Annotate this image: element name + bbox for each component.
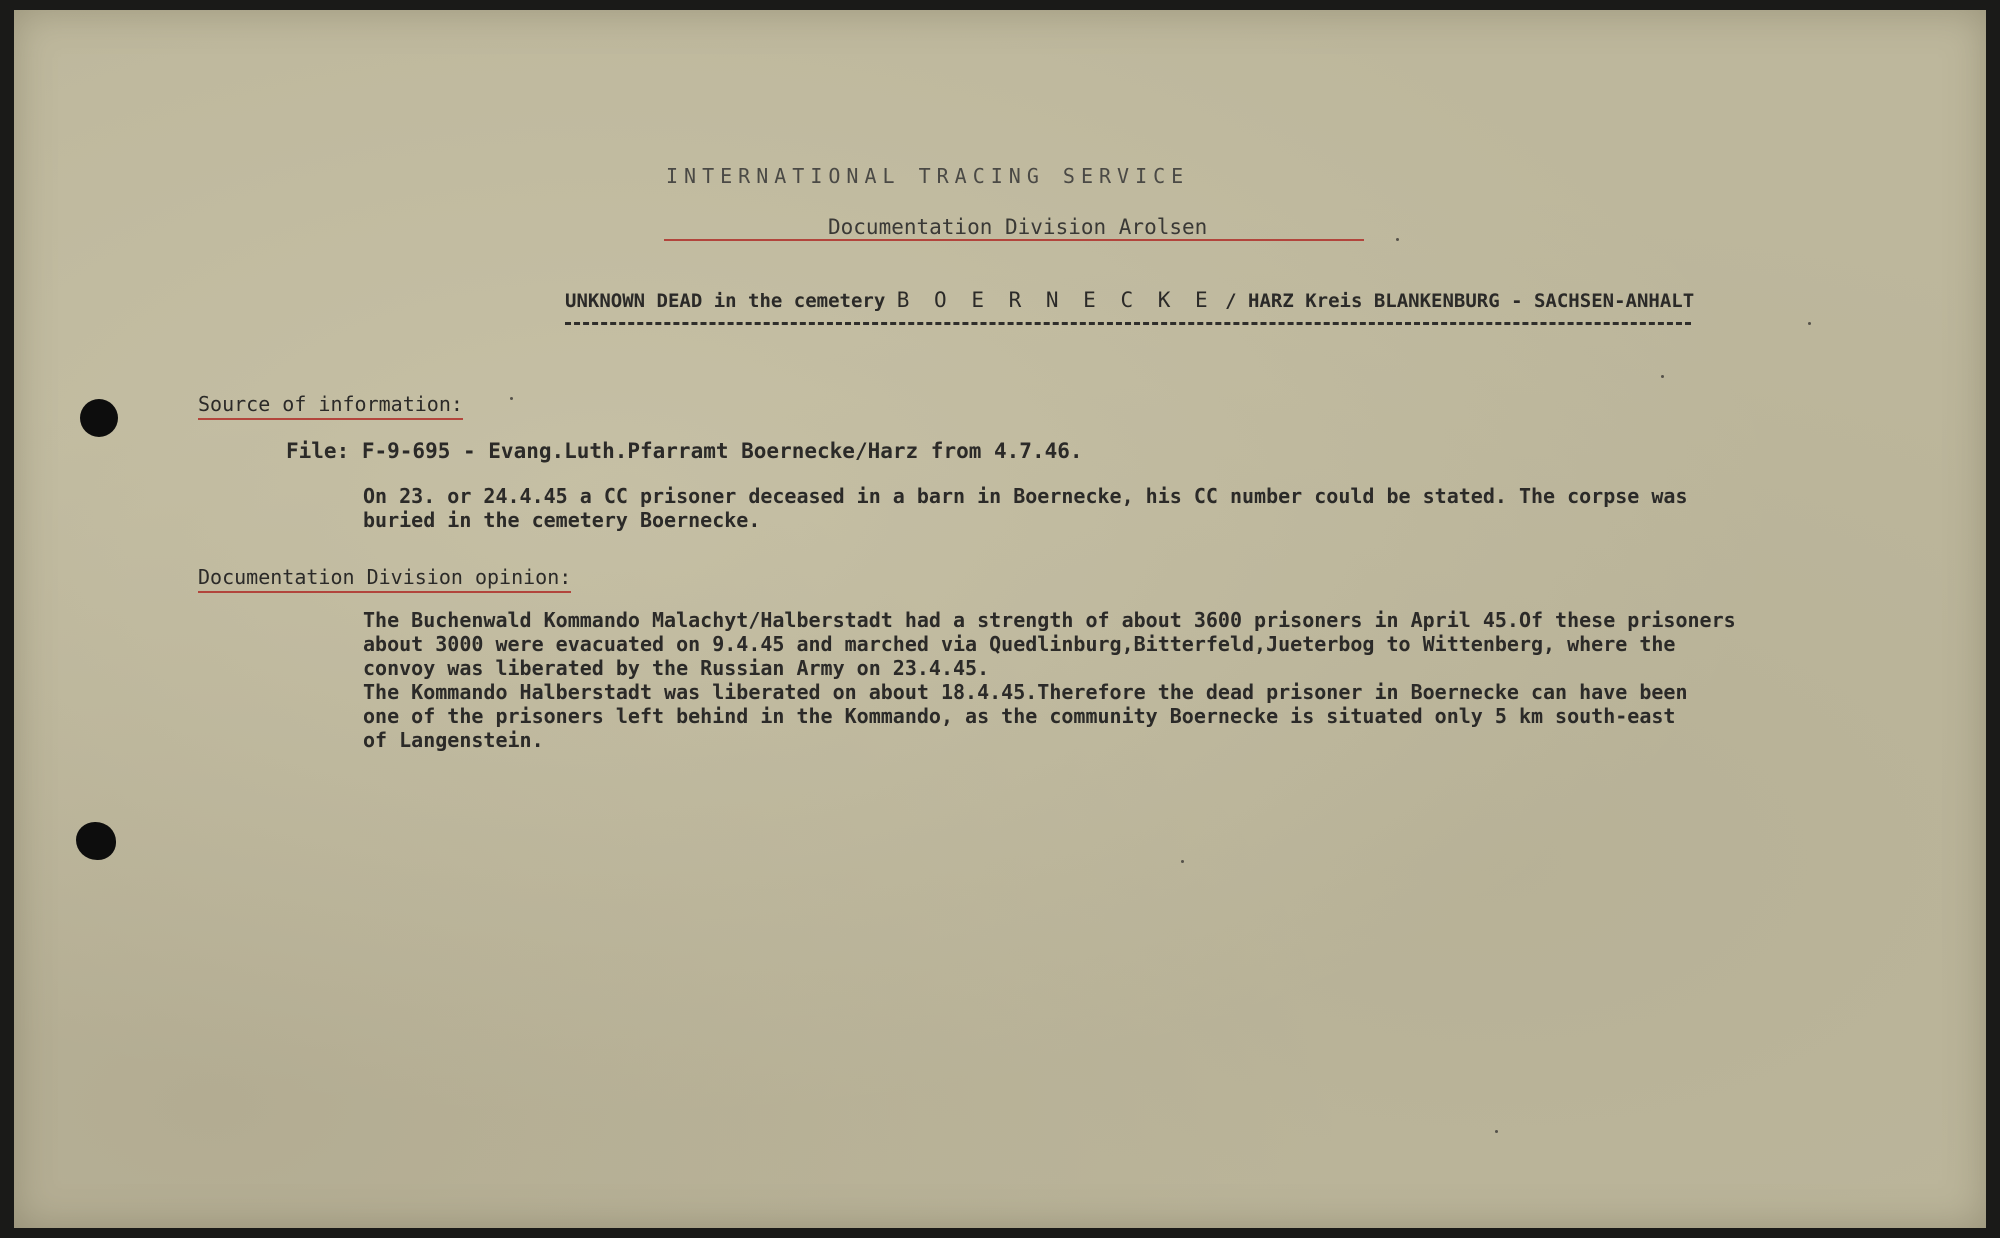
header-underline [664,239,1364,241]
punch-hole [80,399,118,437]
opinion-line: The Kommando Halberstadt was liberated on about 18.4.45.Therefore the dead prisoner in Boernecke can have been [363,680,1688,704]
title-place: B O E R N E C K E [896,288,1214,312]
file-reference: File: F-9-695 - Evang.Luth.Pfarramt Boernecke/Harz from 4.7.46. [286,439,1083,463]
paper-speck [510,397,513,400]
opinion-heading-text: Documentation Division opinion: [198,565,571,593]
organization-header: INTERNATIONAL TRACING SERVICE [666,164,1190,188]
opinion-paragraph [363,608,1736,752]
title-suffix: / HARZ Kreis BLANKENBURG - SACHSEN-ANHALT [1225,290,1695,312]
paper-speck [1661,375,1664,378]
opinion-line: one of the prisoners left behind in the Kommando, as the community Boernecke is situated only 5 km south-east [363,704,1676,728]
paper-speck [1495,1130,1498,1133]
opinion-line: about 3000 were evacuated on 9.4.45 and marched via Quedlinburg,Bitterfeld,Jueterbog to Wittenberg, where the [363,632,1676,656]
opinion-line: The Buchenwald Kommando Malachyt/Halberstadt had a strength of about 3600 prisoners in April 45.Of these prisoners [363,608,1736,632]
punch-hole [76,822,116,860]
source-paragraph [363,484,1688,532]
paper-speck [1396,238,1399,241]
source-heading-text: Source of information: [198,392,463,420]
paper-speck [1808,322,1811,325]
title-prefix: UNKNOWN DEAD in the cemetery [565,290,886,312]
index-card [14,10,1986,1228]
document-title [565,288,1694,312]
opinion-line: convoy was liberated by the Russian Army on 23.4.45. [363,656,990,680]
source-line: buried in the cemetery Boernecke. [363,508,761,532]
paper-speck [1181,860,1184,863]
source-heading [198,392,463,416]
source-line: On 23. or 24.4.45 a CC prisoner deceased in a barn in Boernecke, his CC number could be stated. The corpse was [363,484,1688,508]
opinion-heading [198,565,571,589]
title-dashed-underline [565,322,1691,325]
opinion-line: of Langenstein. [363,728,544,752]
division-header: Documentation Division Arolsen [828,215,1208,239]
